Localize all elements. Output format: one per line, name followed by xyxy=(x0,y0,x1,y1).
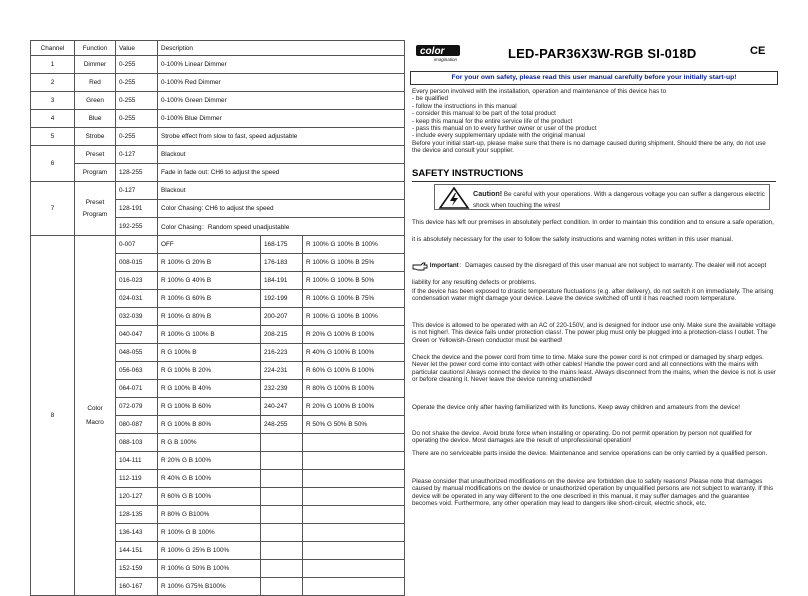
paragraph-modifications: Please consider that unauthorized modifications on the device are forbidden due to safety reasons! Please note that damages caused by manual modifications on the device or unauthorized operation by unqualified persons are not subject to warranty. If this device will be operated in any way different to the one described in this manual, it may suffer damages and the guarantee becomes void. Furthermore, any other operation may lead to dangers like short-circuit, electric shock, etc. xyxy=(412,478,774,508)
model-title: LED-PAR36X3W-RGB SI-018D xyxy=(508,46,697,61)
manual-page xyxy=(410,38,778,538)
safety-heading: SAFETY INSTRUCTIONS xyxy=(412,168,524,179)
value-cell xyxy=(261,560,303,578)
header-description: Description xyxy=(158,41,405,56)
header-channel: Channel xyxy=(31,41,75,56)
heading-divider xyxy=(412,181,776,182)
function-line: Program xyxy=(82,210,108,218)
paragraph-handling: Do not shake the device. Avoid brute force when installing or operating. Do not permit operation by person not qualified for operating the device. Most damages are the result of unprofessional operation! xyxy=(412,430,753,445)
description-cell: R 100% G 100% B 100% xyxy=(303,236,405,254)
description-cell xyxy=(303,506,405,524)
description-cell: R 100% G 25% B 100% xyxy=(158,542,261,560)
condition-paragraph: This device has left our premises in absolutely perfect condition. In order to maintain this condition and to ensure a safe operation, it is absolutely necessary for the user to follow the safety instructions and warning notes written in this user manual. xyxy=(412,219,774,243)
channel-cell: 5 xyxy=(31,128,75,146)
table-row xyxy=(31,164,405,182)
description-cell: R 100% G B 100% xyxy=(158,524,261,542)
value-cell xyxy=(261,524,303,542)
value-cell: 232-239 xyxy=(261,380,303,398)
channel-cell: 8 xyxy=(31,236,75,596)
table-row xyxy=(31,182,405,200)
value-cell: 192-199 xyxy=(261,290,303,308)
channel-cell: 3 xyxy=(31,92,75,110)
value-cell: 0-127 xyxy=(116,146,158,164)
description-cell: R 20% G 100% B 100% xyxy=(303,398,405,416)
paragraph-temperature: If the device has been exposed to drastic temperature fluctuations (e.g. after delivery), do not switch it on immediately. The arising condensation water might damage your device. Leave the device switched off until it has reached room temperature. xyxy=(412,288,774,303)
table-body xyxy=(31,56,405,596)
table-header-row xyxy=(31,41,405,56)
caution-label: Caution! xyxy=(473,189,503,198)
table-row xyxy=(31,56,405,74)
description-cell: R 100% G 100% B 100% xyxy=(303,308,405,326)
caution-body: Be careful with your operations. With a dangerous voltage you can suffer a dangerous electric shock when touching the wires! xyxy=(473,191,765,209)
important-body: ：Damages caused by the disregard of this user manual are not subject to warranty. The dealer will not accept liability for any resulting defects or problems. xyxy=(412,262,767,286)
paragraph-familiarize: Operate the device only after having familiarized with its functions. Keep away children and amateurs from the device! xyxy=(412,404,740,411)
electric-hazard-icon xyxy=(439,187,469,209)
description-cell: R 60% G B 100% xyxy=(158,488,261,506)
description-cell: R 20% G B 100% xyxy=(158,452,261,470)
description-cell: R 60% G 100% B 100% xyxy=(303,362,405,380)
value-cell: 040-047 xyxy=(116,326,158,344)
function-cell: Green xyxy=(75,92,116,110)
paragraph-service: There are no serviceable parts inside the device. Maintenance and service operations can be only carried by a qualified person. xyxy=(412,450,768,457)
description-cell: R 100% G 50% B 100% xyxy=(158,560,261,578)
description-cell xyxy=(303,560,405,578)
value-cell: 080-087 xyxy=(116,416,158,434)
description-cell: 0-100% Blue Dimmer xyxy=(158,110,405,128)
value-cell: 0-255 xyxy=(116,110,158,128)
value-cell: 208-215 xyxy=(261,326,303,344)
important-label: Important xyxy=(429,262,459,269)
value-cell xyxy=(261,434,303,452)
description-cell: OFF xyxy=(158,236,261,254)
value-cell: 176-183 xyxy=(261,254,303,272)
intro-section xyxy=(412,88,776,155)
channel-cell: 2 xyxy=(31,74,75,92)
function-cell: Preset xyxy=(75,146,116,164)
description-cell: Blackout xyxy=(158,146,405,164)
description-cell: R 80% G 100% B 100% xyxy=(303,380,405,398)
description-cell: Fade in fade out: CH6 to adjust the speed xyxy=(158,164,405,182)
function-cell: Red xyxy=(75,74,116,92)
channel-cell: 7 xyxy=(31,182,75,236)
value-cell: 152-159 xyxy=(116,560,158,578)
brand-logo xyxy=(416,40,496,62)
value-cell: 224-231 xyxy=(261,362,303,380)
intro-line: - consider this manual to be part of the total product xyxy=(412,110,556,118)
description-cell: R G 100% B 20% xyxy=(158,362,261,380)
value-cell: 0-255 xyxy=(116,128,158,146)
function-cell xyxy=(75,182,116,236)
value-cell xyxy=(261,470,303,488)
description-cell: R 40% G B 100% xyxy=(158,470,261,488)
description-cell: Color Chasing: CH6 to adjust the speed xyxy=(158,200,405,218)
channel-cell: 6 xyxy=(31,146,75,182)
table-row xyxy=(31,236,405,254)
table-row xyxy=(31,74,405,92)
function-cell xyxy=(75,236,116,596)
description-cell: 0-100% Red Dimmer xyxy=(158,74,405,92)
function-line: Preset xyxy=(85,198,105,206)
description-cell: Blackout xyxy=(158,182,405,200)
description-cell xyxy=(303,542,405,560)
value-cell: 128-255 xyxy=(116,164,158,182)
value-cell: 0-255 xyxy=(116,92,158,110)
description-cell xyxy=(303,434,405,452)
description-cell: 0-100% Linear Dimmer xyxy=(158,56,405,74)
description-cell: R 100% G 80% B xyxy=(158,308,261,326)
description-cell xyxy=(303,578,405,596)
description-cell: R 40% G 100% B 100% xyxy=(303,344,405,362)
description-cell: R 100% G 100% B 50% xyxy=(303,272,405,290)
description-cell: Strobe effect from slow to fast, speed adjustable xyxy=(158,128,405,146)
value-cell: 200-207 xyxy=(261,308,303,326)
channel-cell: 1 xyxy=(31,56,75,74)
value-cell: 136-143 xyxy=(116,524,158,542)
safety-banner: For your own safety, please read this user manual carefully before your initially start-up! xyxy=(410,71,778,85)
value-cell xyxy=(261,452,303,470)
function-cell: Program xyxy=(75,164,116,182)
intro-line: - be qualified xyxy=(412,95,449,103)
description-cell: R 100% G 60% B xyxy=(158,290,261,308)
value-cell: 032-039 xyxy=(116,308,158,326)
dmx-channel-table xyxy=(30,40,405,596)
caution-text xyxy=(473,188,767,211)
value-cell: 112-119 xyxy=(116,470,158,488)
function-line: Macro xyxy=(86,418,104,426)
value-cell: 216-223 xyxy=(261,344,303,362)
value-cell: 0-127 xyxy=(116,182,158,200)
pointing-hand-icon xyxy=(412,261,428,270)
description-cell: R G 100% B 80% xyxy=(158,416,261,434)
description-cell: R 100% G 40% B xyxy=(158,272,261,290)
value-cell: 120-127 xyxy=(116,488,158,506)
value-cell: 064-071 xyxy=(116,380,158,398)
value-cell: 048-055 xyxy=(116,344,158,362)
description-cell: R G 100% B 40% xyxy=(158,380,261,398)
intro-line: - follow the instructions in this manual xyxy=(412,102,517,110)
value-cell: 072-079 xyxy=(116,398,158,416)
description-cell xyxy=(303,470,405,488)
value-cell: 160-167 xyxy=(116,578,158,596)
value-cell: 016-023 xyxy=(116,272,158,290)
value-cell: 184-191 xyxy=(261,272,303,290)
value-cell: 128-135 xyxy=(116,506,158,524)
value-cell: 104-111 xyxy=(116,452,158,470)
intro-line: - keep this manual for the entire service life of the product xyxy=(412,117,573,125)
logo-text: color xyxy=(420,46,445,57)
header-function: Function xyxy=(75,41,116,56)
description-cell: R G B 100% xyxy=(158,434,261,452)
value-cell xyxy=(261,488,303,506)
description-cell: R 100% G 100% B xyxy=(158,326,261,344)
ce-mark: CE xyxy=(750,45,766,57)
value-cell xyxy=(261,506,303,524)
description-cell: R 100% G 100% B 75% xyxy=(303,290,405,308)
description-cell xyxy=(303,524,405,542)
logo-subtext: imagination xyxy=(434,57,458,62)
table-row xyxy=(31,110,405,128)
value-cell xyxy=(261,578,303,596)
value-cell: 0-255 xyxy=(116,56,158,74)
paragraph-power: This device is allowed to be operated with an AC of 220-150V, and is designed for indoor use only. Make sure the available voltage is not higher!. This device fails under protection class!. The power plug must only be plugged into a protection-class I outlet. The Green or Yellowish-Green conductor must be earthed! xyxy=(412,322,776,344)
intro-line: Before your initial start-up, please make sure that there is no damage caused during shipment. Should there be any, do not use the device and consult your supplier. xyxy=(412,139,766,155)
value-cell: 024-031 xyxy=(116,290,158,308)
description-cell: R 100% G 20% B xyxy=(158,254,261,272)
value-cell: 088-103 xyxy=(116,434,158,452)
intro-line: - include every supplementary update with the original manual xyxy=(412,132,585,140)
channel-cell: 4 xyxy=(31,110,75,128)
description-cell: Color Chasing：Random speed unadjustable xyxy=(158,218,405,236)
description-cell: R 100% G75% B100% xyxy=(158,578,261,596)
value-cell: 0-007 xyxy=(116,236,158,254)
intro-line: - pass this manual on to every further owner or user of the product xyxy=(412,125,597,133)
function-line: Color xyxy=(87,404,103,412)
value-cell: 192-255 xyxy=(116,218,158,236)
important-paragraph xyxy=(412,257,776,291)
function-cell: Blue xyxy=(75,110,116,128)
function-cell: Strobe xyxy=(75,128,116,146)
value-cell: 240-247 xyxy=(261,398,303,416)
table-row xyxy=(31,128,405,146)
intro-line: Every person involved with the installation, operation and maintenance of this device has to xyxy=(412,88,667,95)
description-cell xyxy=(303,488,405,506)
description-cell: R 50% G 50% B 50% xyxy=(303,416,405,434)
paragraph-power-cord: Check the device and the power cord from time to time. Make sure the power cord is not crimped or damaged by sharp edges. Never let the power cord come into contact with other cables! Handle the power cord and all connections with the mains with particular cautions! Always connect the device to the mains least. Always disconnect from the mains, when the device is not is user or before cleaning it. Never leave the device running unattended! xyxy=(412,354,777,384)
value-cell: 248-255 xyxy=(261,416,303,434)
description-cell: 0-100% Green Dimmer xyxy=(158,92,405,110)
table-row xyxy=(31,92,405,110)
value-cell: 168-175 xyxy=(261,236,303,254)
description-cell: R 100% G 100% B 25% xyxy=(303,254,405,272)
table-row xyxy=(31,146,405,164)
description-cell: R 80% G B100% xyxy=(158,506,261,524)
value-cell xyxy=(261,542,303,560)
description-cell: R G 100% B xyxy=(158,344,261,362)
description-cell: R 20% G 100% B 100% xyxy=(303,326,405,344)
value-cell: 144-151 xyxy=(116,542,158,560)
brand-logo-mark xyxy=(416,40,496,62)
function-cell: Dimmer xyxy=(75,56,116,74)
description-cell xyxy=(303,452,405,470)
caution-box xyxy=(434,184,770,210)
value-cell: 056-063 xyxy=(116,362,158,380)
value-cell: 128-191 xyxy=(116,200,158,218)
header-value: Value xyxy=(116,41,158,56)
description-cell: R G 100% B 60% xyxy=(158,398,261,416)
value-cell: 0-255 xyxy=(116,74,158,92)
value-cell: 008-015 xyxy=(116,254,158,272)
